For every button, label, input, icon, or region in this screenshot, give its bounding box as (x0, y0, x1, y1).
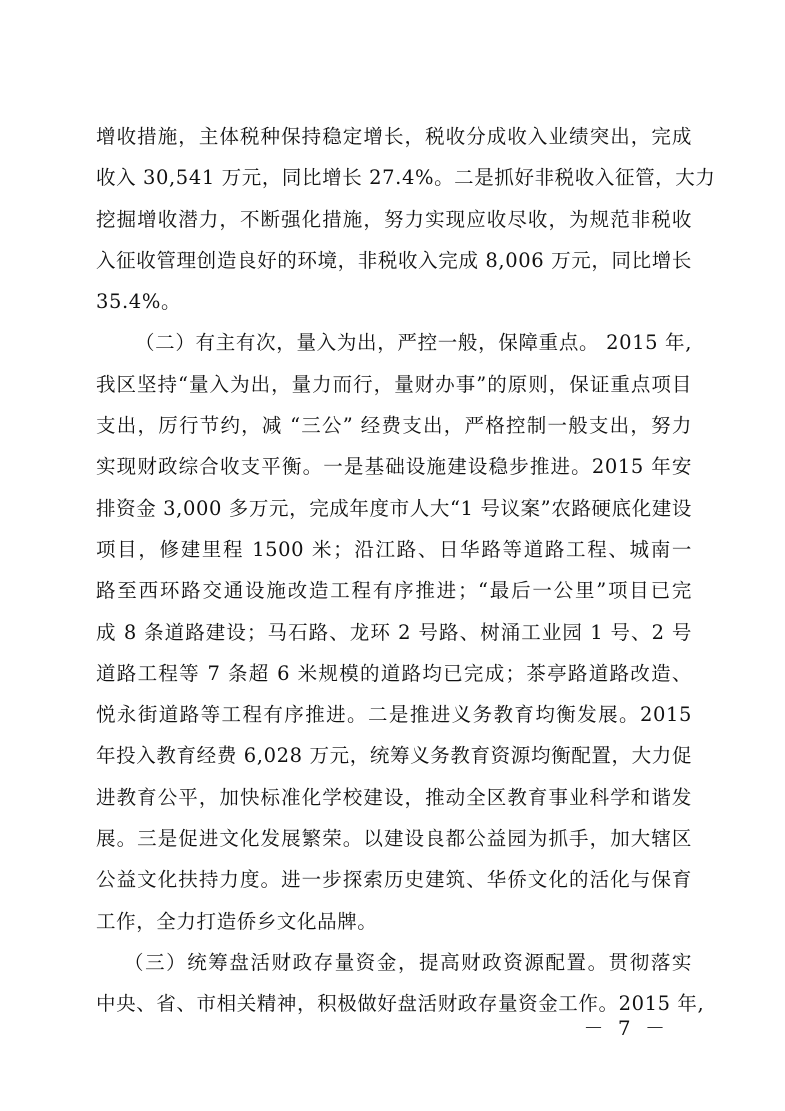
text-line: 成 8 条道路建设；马石路、龙环 2 号路、树涌工业园 1 号、2 号 (96, 620, 692, 644)
document-body (96, 116, 716, 1025)
text-line: 我区坚持“量入为出，量力而行，量财办事”的原则，保证重点项目 (96, 372, 692, 396)
page-number: － 7 － (583, 1016, 669, 1040)
text-line: 实现财政综合收支平衡。一是基础设施建设稳步推进。2015 年安 (96, 455, 692, 479)
text-line: 路至西环路交通设施改造工程有序推进；“最后一公里”项目已完 (96, 579, 692, 603)
text-line: 项目，修建里程 1500 米；沿江路、日华路等道路工程、城南一 (96, 537, 692, 561)
text-line: 公益文化扶持力度。进一步探索历史建筑、华侨文化的活化与保育 (96, 868, 692, 892)
text-line: 进教育公平，加快标准化学校建设，推动全区教育事业科学和谐发 (96, 785, 692, 809)
text-line: 增收措施，主体税种保持稳定增长，税收分成收入业绩突出，完成 (96, 125, 692, 148)
section-heading-line: （三）统筹盘活财政存量资金，提高财政资源配置。贯彻落实 (124, 950, 692, 974)
text-line: 排资金 3,000 多万元，完成年度市人大“1 号议案”农路硬底化建设 (96, 496, 692, 520)
text-line: 展。三是促进文化发展繁荣。以建设良都公益园为抓手，加大辖区 (96, 827, 692, 851)
text-line: 入征收管理创造良好的环境，非税收入完成 8,006 万元，同比增长 (96, 248, 692, 272)
section-heading-line: （二）有主有次，量入为出，严控一般，保障重点。 2015 年, (135, 331, 692, 355)
text-line: 支出，厉行节约，减 “三公” 经费支出，严格控制一般支出，努力 (96, 414, 692, 438)
paragraph-section-two (96, 322, 692, 941)
text-line: 工作，全力打造侨乡文化品牌。 (96, 909, 378, 933)
text-line: 悦永街道路等工程有序推进。二是推进义务教育均衡发展。2015 (96, 703, 692, 727)
text-line: 道路工程等 7 条超 6 米规模的道路均已完成；茶亭路道路改造、 (96, 661, 692, 685)
text-line: 中央、省、市相关精神，积极做好盘活财政存量资金工作。2015 年, (96, 992, 705, 1016)
text-line: 35.4%。 (96, 290, 182, 314)
text-line: 收入 30,541 万元，同比增长 27.4%。二是抓好非税收入征管，大力 (96, 166, 716, 190)
text-line: 年投入教育经费 6,028 万元，统筹义务教育资源均衡配置，大力促 (96, 744, 692, 768)
paragraph-revenue-continued (96, 116, 716, 322)
text-line: 挖掘增收潜力，不断强化措施，努力实现应收尽收，为规范非税收 (96, 207, 692, 231)
